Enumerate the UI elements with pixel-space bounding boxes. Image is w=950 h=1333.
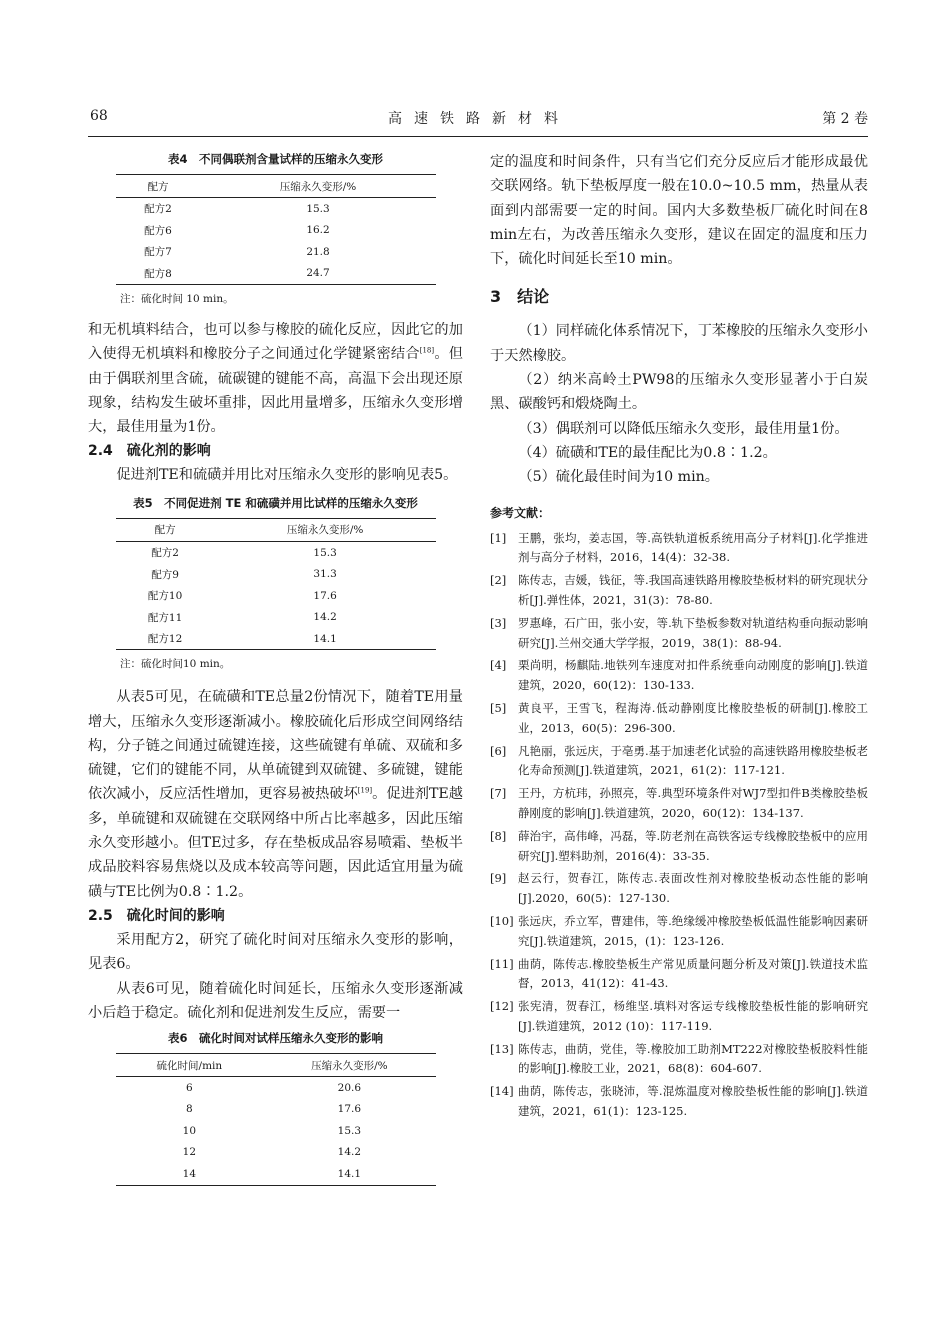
left-column bbox=[88, 150, 463, 1186]
table-row bbox=[116, 1077, 436, 1099]
table-row bbox=[116, 1120, 436, 1142]
paragraph: 采用配方2，研究了硫化时间对压缩永久变形的影响，见表6。 bbox=[88, 931, 463, 973]
reference-item bbox=[490, 742, 868, 782]
reference-text: 陈传志，吉媛，钱征，等.我国高速铁路用橡胶垫板材料的研究现状分析[J].弹性体，2021，31(3)：78-80. bbox=[518, 573, 868, 607]
table-cell: 配方8 bbox=[116, 263, 201, 285]
reference-item bbox=[490, 614, 868, 654]
table-cell: 配方12 bbox=[116, 628, 215, 650]
table-cell: 14.2 bbox=[337, 1146, 362, 1159]
table-row bbox=[116, 263, 436, 285]
table-cell: 15.3 bbox=[313, 546, 337, 559]
table-cell: 31.3 bbox=[313, 568, 337, 581]
reference-text: 凡艳丽，张远庆，于亳勇.基于加速老化试验的高速铁路用橡胶垫板老化寿命预测[J].铁道建筑，2021，61(2)：117-121. bbox=[518, 743, 868, 778]
reference-number: [6] bbox=[490, 743, 507, 758]
table-cell: 配方2 bbox=[144, 203, 172, 216]
text: 。促进剂TE越多，单硫键和双硫键在交联网络中所占比率越多，因此压缩永久变形越小。但TE过多，存在垫板成品容易喷霜、垫板半成品胶料容易焦烧以及成本较高等问题，因此适宜用量为硫磺与TE比例为0.8∶1.2。 bbox=[88, 786, 463, 900]
reference-text: 陈传志，曲荫，党佳，等.橡胶加工助剂MT222对橡胶垫板胶料性能的影响[J].橡胶工业，2021，68(8)：604-607. bbox=[518, 1041, 868, 1076]
text: 和无机填料结合，也可以参与橡胶的硫化反应，因此它的加入使得无机填料和橡胶分子之间通过化学键紧密结合 bbox=[88, 322, 463, 363]
reference-item bbox=[490, 529, 868, 569]
table-row bbox=[116, 606, 436, 628]
section-heading-3: 3 结论 bbox=[490, 287, 550, 307]
table-cell: 15.3 bbox=[306, 202, 330, 215]
reference-number: [4] bbox=[490, 658, 507, 673]
table-row bbox=[116, 541, 436, 563]
reference-number: [11] bbox=[490, 956, 514, 971]
text: 从表5可见，在硫磺和TE总量2份情况下，随着TE用量增大，压缩永久变形逐渐减小。橡胶硫化后形成空间网络结构，分子链之间通过硫键连接，这些硫键有单硫、双硫和多硫键，它们的键能不同，从单硫键到双硫键、多硫键，键能依次减小，反应活性增加，更容易被热破坏 bbox=[88, 689, 463, 803]
reference-item bbox=[490, 1082, 868, 1122]
conclusion-item: （2）纳米高岭土PW98的压缩永久变形显著小于白炭黑、碳酸钙和煅烧陶土。 bbox=[490, 372, 868, 413]
right-column bbox=[490, 150, 868, 1125]
reference-item bbox=[490, 1040, 868, 1080]
references-heading: 参考文献： bbox=[490, 505, 551, 520]
table-row bbox=[116, 1163, 436, 1185]
paragraph: 定的温度和时间条件，只有当它们充分反应后才能形成最优交联网络。轨下垫板厚度一般在10.0~10.5 mm，热量从表面到内部需要一定的时间。国内大多数垫板厂硫化时间在8 min左右，为改善压缩永久变形，建议在固定的温度和压力下，硫化时间延长至10 min。 bbox=[490, 154, 868, 268]
section-heading-2-5: 2.5 硫化时间的影响 bbox=[88, 907, 225, 924]
reference-text: 栗尚明，杨麒陆.地铁列车速度对扣件系统垂向动刚度的影响[J].铁道建筑，2020，60(12)：130-133. bbox=[518, 658, 868, 693]
table-cell: 配方7 bbox=[144, 246, 172, 259]
table-row bbox=[116, 585, 436, 607]
reference-text: 黄良平，王雪飞，程海涛.低动静刚度比橡胶垫板的研制[J].橡胶工业，2013，60(5)：296-300. bbox=[518, 700, 868, 735]
table-cell: 17.6 bbox=[337, 1103, 362, 1116]
reference-number: [14] bbox=[490, 1084, 514, 1099]
reference-number: [7] bbox=[490, 786, 507, 801]
journal-title: 高速铁路新材料 bbox=[388, 111, 570, 127]
table-header-cell: 压缩永久变形/% bbox=[201, 175, 436, 198]
table-cell: 配方10 bbox=[147, 590, 183, 603]
reference-text: 王鹏，张均，姜志国，等.高铁轨道板系统用高分子材料[J].化学推进剂与高分子材料，2016，14(4)：32-38. bbox=[518, 530, 868, 565]
table-row bbox=[116, 198, 436, 220]
table5-title: 表5 不同促进剂 TE 和硫磺并用比试样的压缩永久变形 bbox=[133, 495, 418, 510]
page-header bbox=[90, 108, 868, 132]
table-cell: 配方11 bbox=[147, 611, 183, 624]
reference-item bbox=[490, 784, 868, 824]
table-header-cell: 配方 bbox=[116, 518, 215, 541]
reference-item bbox=[490, 955, 868, 995]
reference-number: [1] bbox=[490, 530, 507, 545]
header-rule bbox=[88, 136, 868, 137]
table5-note: 注：硫化时间10 min。 bbox=[120, 658, 231, 671]
table-cell: 14 bbox=[116, 1163, 264, 1185]
table-header-cell: 压缩永久变形/% bbox=[215, 518, 436, 541]
table-cell: 配方6 bbox=[144, 224, 172, 237]
paragraph bbox=[88, 318, 463, 439]
page-number: 68 bbox=[90, 108, 108, 124]
reference-text: 罗惠峰，石广田，张小安，等.轨下垫板参数对轨道结构垂向振动影响研究[J].兰州交通大学学报，2019，38(1)：88-94. bbox=[518, 615, 868, 650]
table-cell: 10 bbox=[182, 1124, 197, 1137]
reference-text: 薛治宇，高伟峰，冯磊，等.防老剂在高铁客运专线橡胶垫板中的应用研究[J].塑料助剂，2016(4)：33-35. bbox=[518, 828, 868, 863]
table6-title: 表6 硫化时间对试样压缩永久变形的影响 bbox=[168, 1031, 383, 1046]
reference-item bbox=[490, 827, 868, 867]
reference-number: [8] bbox=[490, 828, 507, 843]
citation: [19] bbox=[357, 786, 373, 795]
table-cell: 24.7 bbox=[201, 263, 436, 285]
table-cell: 20.6 bbox=[337, 1081, 362, 1094]
table-cell: 14.1 bbox=[215, 628, 436, 650]
conclusion-item: （5）硫化最佳时间为10 min。 bbox=[518, 469, 719, 486]
table4-title: 表4 不同偶联剂含量试样的压缩永久变形 bbox=[168, 152, 383, 166]
reference-number: [5] bbox=[490, 700, 507, 715]
table-cell: 15.3 bbox=[337, 1124, 362, 1137]
table-cell: 配方9 bbox=[151, 568, 179, 581]
reference-number: [2] bbox=[490, 573, 507, 588]
table-row bbox=[116, 628, 436, 650]
table6 bbox=[116, 1053, 436, 1186]
table-row bbox=[116, 1099, 436, 1121]
table-row bbox=[116, 563, 436, 585]
volume-label: 第 2 卷 bbox=[822, 111, 868, 127]
reference-number: [9] bbox=[490, 871, 507, 886]
table-cell: 12 bbox=[182, 1146, 197, 1159]
table-header-cell: 硫化时间/min bbox=[116, 1054, 264, 1077]
reference-text: 王丹，方杭玮，孙照亮，等.典型环境条件对WJ7型扣件B类橡胶垫板静刚度的影响[J].铁道建筑，2020，60(12)：134-137. bbox=[518, 786, 868, 820]
table-cell: 配方2 bbox=[151, 547, 179, 560]
reference-text: 赵云行，贺春江，陈传志.表面改性剂对橡胶垫板动态性能的影响[J].2020，60(5)：127-130. bbox=[518, 871, 868, 906]
paragraph bbox=[88, 685, 463, 904]
reference-item bbox=[490, 656, 868, 696]
reference-text: 张宪清，贺春江，杨维坚.填料对客运专线橡胶垫板性能的影响研究[J].铁道建筑，2012 (10)：117-119. bbox=[518, 999, 868, 1033]
reference-text: 曲荫，陈传志.橡胶垫板生产常见质量问题分析及对策[J].铁道技术监督，2013，41(12)：41-43. bbox=[518, 956, 868, 991]
reference-number: [12] bbox=[490, 999, 514, 1014]
table-row bbox=[116, 241, 436, 263]
paragraph: 从表6可见，随着硫化时间延长，压缩永久变形逐渐减小后趋于稳定。硫化剂和促进剂发生反应，需要一 bbox=[88, 980, 463, 1021]
citation: [18] bbox=[419, 346, 435, 355]
table-cell: 14.2 bbox=[313, 611, 337, 624]
reference-item bbox=[490, 699, 868, 739]
reference-item bbox=[490, 571, 868, 611]
reference-number: [10] bbox=[490, 913, 514, 928]
table-cell: 6 bbox=[186, 1081, 193, 1094]
table-cell: 8 bbox=[186, 1103, 193, 1116]
reference-text: 曲荫，陈传志，张晓沛，等.混炼温度对橡胶垫板性能的影响[J].铁道建筑，2021，61(1)：123-125. bbox=[518, 1084, 868, 1119]
table-cell: 21.8 bbox=[306, 245, 330, 258]
table5 bbox=[116, 518, 436, 651]
table-row bbox=[116, 1142, 436, 1164]
reference-number: [13] bbox=[490, 1041, 514, 1056]
conclusion-item: （1）同样硫化体系情况下，丁苯橡胶的压缩永久变形小于天然橡胶。 bbox=[490, 323, 868, 364]
conclusion-item: （4）硫磺和TE的最佳配比为0.8∶1.2。 bbox=[518, 444, 777, 461]
table-row bbox=[116, 220, 436, 242]
reference-number: [3] bbox=[490, 615, 507, 630]
reference-item bbox=[490, 912, 868, 952]
table4 bbox=[116, 174, 436, 285]
text: 。但由于偶联剂里含硫，硫碳键的键能不高，高温下会出现还原现象，结构发生破坏重排，因此用量增多，压缩永久变形增大，最佳用量为1份。 bbox=[88, 346, 463, 436]
table4-note: 注：硫化时间 10 min。 bbox=[120, 293, 234, 305]
reference-text: 张远庆，乔立军，曹建伟，等.绝缘缓冲橡胶垫板低温性能影响因素研究[J].铁道建筑，2015，(1)：123-126. bbox=[518, 913, 868, 948]
table-header-cell: 配方 bbox=[116, 175, 201, 198]
reference-list bbox=[490, 529, 868, 1122]
reference-item bbox=[490, 997, 868, 1037]
reference-item bbox=[490, 869, 868, 909]
table-cell: 17.6 bbox=[313, 589, 337, 602]
paragraph: 促进剂TE和硫磺并用比对压缩永久变形的影响见表5。 bbox=[116, 467, 458, 484]
section-heading-2-4: 2.4 硫化剂的影响 bbox=[88, 443, 211, 460]
table-cell: 16.2 bbox=[306, 224, 330, 237]
table-cell: 14.1 bbox=[263, 1163, 435, 1185]
table-header-cell: 压缩永久变形/% bbox=[263, 1054, 435, 1077]
conclusion-item: （3）偶联剂可以降低压缩永久变形，最佳用量1份。 bbox=[518, 420, 849, 437]
